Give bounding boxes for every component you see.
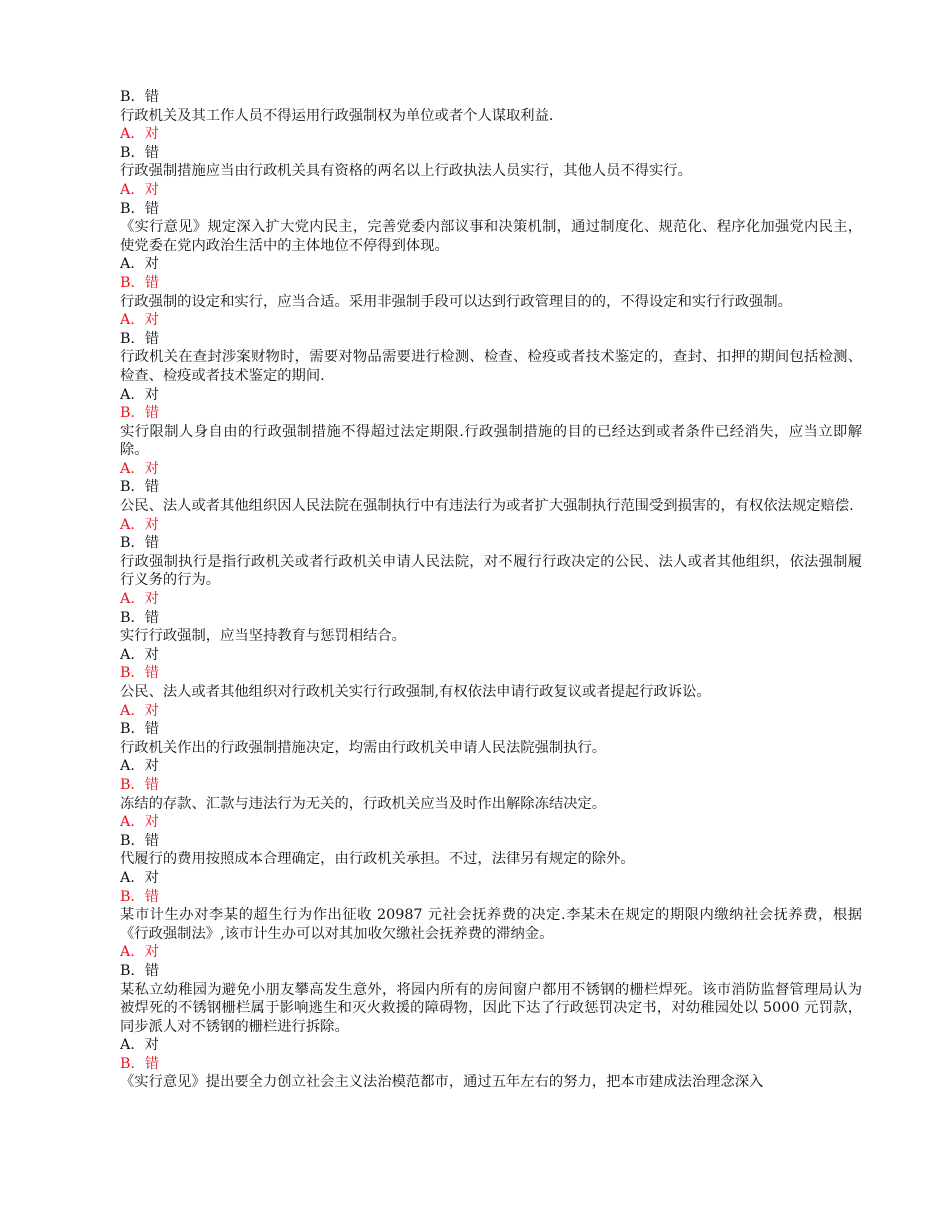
correct-answer-option: B．错	[120, 405, 160, 422]
answer-option: B．错	[120, 832, 160, 849]
question-text: 行政强制措施应当由行政机关具有资格的两名以上行政执法人员实行，其他人员不得实行。	[120, 163, 692, 180]
answer-option: B．错	[120, 609, 160, 626]
answer-option: A．对	[120, 646, 159, 663]
question-text: 行政强制的设定和实行，应当合适。采用非强制手段可以达到行政管理目的的，不得设定和实行行政强制。	[120, 293, 792, 310]
question-text: 行政机关作出的行政强制措施决定，均需由行政机关申请人民法院强制执行。	[120, 739, 607, 756]
answer-option: A．对	[120, 386, 159, 403]
answer-option: B．错	[120, 144, 160, 161]
correct-answer-option: A．对	[120, 591, 159, 608]
correct-answer-option: A．对	[120, 516, 159, 533]
answer-option: B．错	[120, 962, 160, 979]
correct-answer-option: B．错	[120, 274, 160, 291]
correct-answer-option: B．错	[120, 776, 160, 793]
correct-answer-option: A．对	[120, 944, 159, 961]
question-text: 冻结的存款、汇款与违法行为无关的，行政机关应当及时作出解除冻结决定。	[120, 795, 607, 812]
answer-option: B．错	[120, 721, 160, 738]
question-text: 行政强制执行是指行政机关或者行政机关申请人民法院，对不履行行政决定的公民、法人或者其他组织，依法强制履行义务的行为。	[120, 553, 862, 589]
correct-answer-option: A．对	[120, 702, 159, 719]
question-text: 某市计生办对李某的超生行为作出征收 20987 元社会抚养费的决定.李某未在规定的期限内缴纳社会抚养费，根据《行政强制法》,该市计生办可以对其加收欠缴社会抚养费的滞纳金。	[120, 907, 862, 942]
correct-answer-option: A．对	[120, 126, 159, 143]
question-text: 公民、法人或者其他组织对行政机关实行行政强制,有权依法申请行政复议或者提起行政诉讼。	[120, 684, 711, 700]
correct-answer-option: B．错	[120, 888, 160, 905]
answer-option: A．对	[120, 1037, 159, 1054]
question-text: 《实行意见》提出要全力创立社会主义法治模范都市，通过五年左右的努力，把本市建成法治理念深入	[120, 1074, 764, 1091]
answer-option: A．对	[120, 758, 159, 775]
question-text: 行政机关及其工作人员不得运用行政强制权为单位或者个人谋取利益.	[120, 107, 554, 124]
question-text: 代履行的费用按照成本合理确定，由行政机关承担。不过，法律另有规定的除外。	[120, 851, 635, 868]
question-text: 实行行政强制，应当坚持教育与惩罚相结合。	[120, 628, 406, 645]
question-text: 公民、法人或者其他组织因人民法院在强制执行中有违法行为或者扩大强制执行范围受到损害的，有权依法规定赔偿.	[120, 498, 854, 515]
answer-option: B．错	[120, 479, 160, 496]
question-text: 《实行意见》规定深入扩大党内民主，完善党委内部议事和决策机制，通过制度化、规范化、程序化加强党内民主，使党委在党内政治生活中的主体地位不停得到体现。	[120, 219, 862, 254]
answer-option: B．错	[120, 535, 160, 552]
question-text: 某私立幼稚园为避免小朋友攀高发生意外，将园内所有的房间窗户都用不锈钢的栅栏焊死。该市消防监督管理局认为被焊死的不锈钢栅栏属于影响逃生和灭火救援的障碍物，因此下达了行政惩罚决定书，对幼稚园处以 5000 元罚款，同步派人对不锈钢的栅栏进行拆除。	[120, 981, 862, 1035]
correct-answer-option: B．错	[120, 1055, 160, 1072]
answer-option: A．对	[120, 869, 159, 886]
answer-option: B．错	[120, 200, 160, 217]
question-text: 行政机关在查封涉案财物时，需要对物品需要进行检测、检查、检疫或者技术鉴定的，查封、扣押的期间包括检测、检查、检疫或者技术鉴定的期间.	[120, 349, 862, 384]
document-page	[120, 88, 862, 1092]
answer-option: B．错	[120, 330, 160, 347]
answer-option: B．错	[120, 89, 160, 105]
correct-answer-option: A．对	[120, 814, 159, 831]
correct-answer-option: A．对	[120, 312, 159, 329]
correct-answer-option: A．对	[120, 460, 159, 477]
correct-answer-option: B．错	[120, 665, 160, 682]
answer-option: A．对	[120, 256, 159, 273]
correct-answer-option: A．对	[120, 181, 159, 198]
question-text: 实行限制人身自由的行政强制措施不得超过法定期限.行政强制措施的目的已经达到或者条件已经消失，应当立即解除。	[120, 423, 862, 459]
